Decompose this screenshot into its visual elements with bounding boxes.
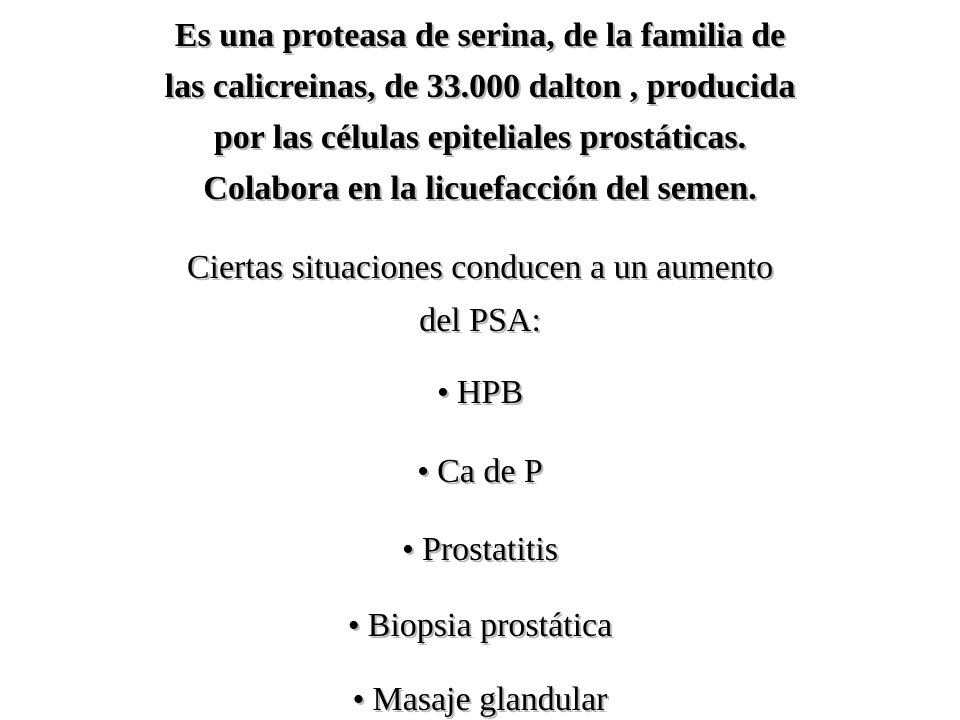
bullet-text: Ca de P — [437, 453, 543, 490]
intro-line-1: Es una proteasa de serina, de la familia de — [174, 17, 786, 54]
bullet-dot-icon: • — [347, 607, 360, 644]
bullet-text: HPB — [456, 374, 524, 411]
bullet-dot-icon: • — [352, 681, 365, 718]
bullet-dot-icon: • — [417, 453, 430, 490]
bullet-dot-icon: • — [402, 531, 414, 568]
bullet-item-biopsia — [0, 606, 960, 646]
bullet-text: Prostatitis — [421, 531, 558, 568]
bullet-item-prostatitis — [0, 530, 960, 570]
intro-line-2: las calicreinas, de 33.000 dalton , producida — [164, 68, 796, 105]
bullet-item-hpb — [0, 373, 960, 413]
bullet-dot-icon: • — [436, 374, 449, 411]
subheading-line-2: del PSA: — [419, 302, 541, 339]
bullet-text: Biopsia prostática — [367, 607, 613, 644]
intro-line-4: Colabora en la licuefacción del semen. — [203, 170, 757, 207]
intro-line-3: por las células epiteliales prostáticas. — [213, 119, 747, 156]
subheading-line-1: Ciertas situaciones conducen a un aumento — [186, 249, 774, 286]
bullet-text: Masaje glandular — [372, 681, 608, 718]
bullet-item-ca-de-p — [0, 452, 960, 492]
bullet-item-masaje — [0, 680, 960, 720]
